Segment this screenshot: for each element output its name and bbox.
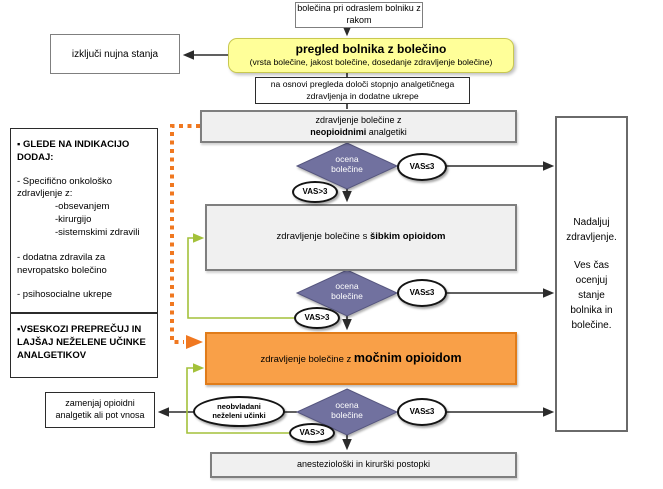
step3-strong-opioid-node [205, 332, 517, 385]
step2-pre: zdravljenje bolečine s [276, 231, 370, 243]
step3-bold: močnim opioidom [353, 351, 462, 366]
side-panel-item-adjuvant: - dodatna zdravila za nevropatsko bolečino [17, 251, 107, 276]
switch-opioid-node [45, 392, 155, 428]
assess-node [255, 77, 470, 104]
continue-p2: Ves čas ocenjuj stanje bolnika in bolečine. [570, 260, 613, 331]
start-node [295, 2, 423, 28]
decision2-label: ocena bolečine [331, 281, 363, 301]
vas-gt3-ellipse-3: VAS>3 [289, 423, 335, 443]
vas-gt3-ellipse-1: VAS>3 [292, 181, 338, 203]
dashed-shortcut-arrowhead-icon [186, 335, 203, 349]
side-panel-item-specific: - Specifično onkološko zdravljenje z: [17, 175, 113, 200]
continue-treatment-node [555, 116, 628, 432]
side-panel-item-radiation: -obsevanjem [55, 201, 110, 213]
assess-label: na osnovi pregleda določi stopnjo analgetičnega zdravljenja in dodatne ukrepe [270, 79, 455, 101]
vas-gt3-ellipse-2: VAS>3 [294, 307, 340, 329]
start-node-label: bolečina pri odraslem bolniku z rakom [297, 3, 421, 25]
side-panel-indications [10, 128, 158, 313]
pregled-subtitle: (vrsta bolečine, jakost bolečine, dosedanje zdravljenje bolečine) [249, 56, 493, 67]
exclude-emergency-node [50, 34, 180, 74]
pregled-node [228, 38, 514, 73]
step2-bold: šibkim opioidom [370, 231, 446, 243]
decision1-label: ocena bolečine [331, 154, 363, 174]
step1-post: analgetiki [366, 126, 407, 137]
switch-opioid-label: zamenjaj opioidni analgetik ali pot vnosa [55, 398, 145, 420]
final-procedures-node [210, 452, 517, 478]
continue-p1: Nadaljuj zdravljenje. [566, 217, 617, 243]
side-panel-item-systemic: -sistemskimi zdravili [55, 226, 140, 238]
vas-le3-ellipse-1: VAS≤3 [397, 153, 447, 181]
vas-le3-ellipse-2: VAS≤3 [397, 279, 447, 307]
side-panel-item-psycho: - psihosocialne ukrepe [17, 289, 113, 301]
side-effects-note-text: ▪VSESKOZI PREPREČUJ IN LAJŠAJ NEŽELENE UČINKE ANALGETIKOV [17, 324, 146, 361]
step3-pre: zdravljenje bolečine z [260, 354, 354, 366]
step2-text [277, 231, 446, 243]
step1-text-line2 [310, 127, 407, 139]
exclude-emergency-label: izključi nujna stanja [71, 48, 159, 60]
side-effects-ellipse: neobvladani neželeni učinki [193, 396, 285, 427]
side-panel-side-effects-note [10, 313, 158, 378]
step1-text-line1: zdravljenje bolečine z [315, 114, 402, 125]
dashed-shortcut-to-strong-opioid [172, 126, 200, 342]
step3-text [260, 350, 461, 366]
step1-bold: neopioidnimi [310, 126, 367, 137]
pregled-title: pregled bolnika z bolečino [295, 42, 447, 57]
decision3-label: ocena bolečine [331, 400, 363, 420]
step2-weak-opioid-node [205, 204, 517, 271]
vas-le3-ellipse-3: VAS≤3 [397, 398, 447, 426]
side-panel-item-surgery: -kirurgijo [55, 214, 92, 226]
side-panel-heading: ▪ GLEDE NA INDIKACIJO DODAJ: [17, 139, 130, 163]
step1-nonopioid-node [200, 110, 517, 143]
final-procedures-label: anesteziološki in kirurški postopki [296, 459, 431, 470]
